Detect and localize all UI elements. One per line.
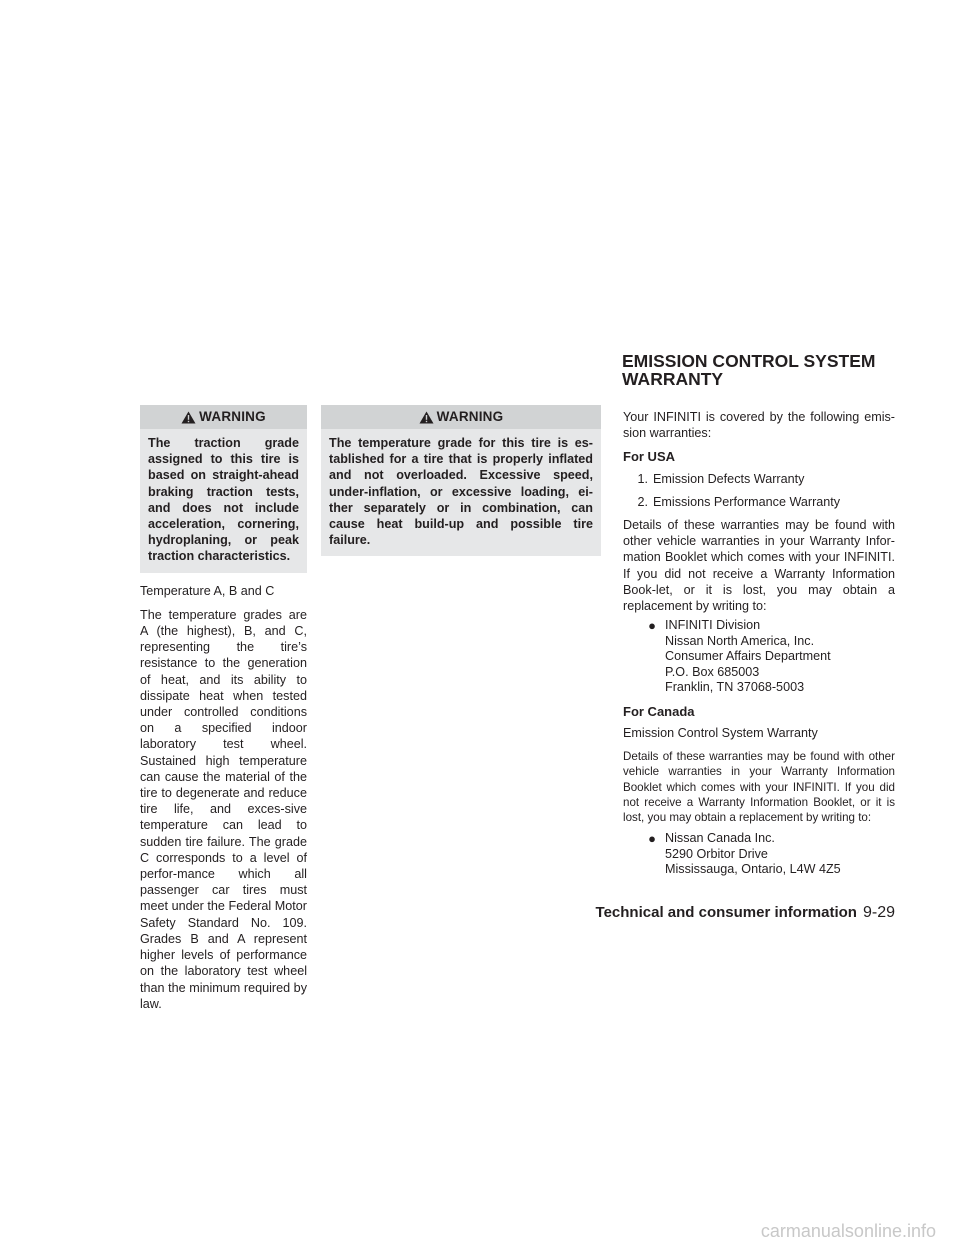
list-item: 1. Emission Defects Warranty (637, 471, 805, 486)
warning-title: WARNING (436, 408, 504, 424)
canada-address (623, 831, 895, 878)
canada-heading: For Canada (623, 703, 695, 719)
column-left (140, 405, 307, 1012)
warning-text: The traction grade assigned to this tire is based on straight-ahead braking traction tests, and does not include acceleration, cornering, hydroplaning, or peak traction characteristics. (148, 436, 299, 564)
address-line: Nissan North America, Inc. (665, 633, 815, 648)
warning-title: WARNING (199, 408, 266, 424)
warning-box-traction (140, 405, 307, 573)
usa-details: Details of these warranties may be found with other vehicle warranties in your Warranty Infor-mation Booklet which comes with your INFINITI. If you did not receive a Warranty Information Book-let, or it is lost, you may obtain a replacement by writing to: (623, 518, 895, 614)
column-middle (321, 405, 601, 556)
warning-triangle-icon (181, 411, 196, 424)
warning-box-temperature (321, 405, 601, 556)
watermark: carmanualsonline.info (760, 1221, 936, 1241)
temperature-heading: Temperature A, B and C (140, 583, 275, 598)
bullet-icon: ● (648, 618, 656, 634)
address-line: INFINITI Division (665, 618, 761, 633)
address-line: Consumer Affairs Department (665, 649, 831, 664)
chapter-title: Technical and consumer information (595, 904, 857, 921)
list-item: 2. Emissions Performance Warranty (637, 494, 841, 509)
usa-address (623, 618, 895, 696)
bullet-icon: ● (648, 831, 656, 847)
column-right (623, 409, 895, 886)
usa-warranty-list (623, 471, 895, 510)
warning-header (140, 405, 307, 429)
canada-warranty: Emission Control System Warranty (623, 725, 818, 740)
address-line: Nissan Canada Inc. (665, 831, 775, 846)
canada-details: Details of these warranties may be found with other vehicle warranties in your Warranty Information Booklet which comes with your INFINITI. If you did not receive a Warranty Information Booklet, or it is lost, you may obtain a replacement by writing to: (623, 750, 895, 824)
temperature-text: The temperature grades are A (the highest), B, and C, representing the tire’s resistance to the generation of heat, and its ability to dissipate heat when tested under controlled conditions on a specified indoor laboratory test wheel. Sustained high temperature can cause the material of the tire to degenerate and reduce tire life, and exces-sive temperature can lead to sudden tire failure. The grade C corresponds to a level of perfor-mance which all passenger car tires must meet under the Federal Motor Safety Standard No. 109. Grades B and A represent higher levels of performance on the laboratory test wheel than the minimum required by law. (140, 607, 307, 1011)
address-line: P.O. Box 685003 (665, 664, 760, 679)
usa-heading: For USA (623, 449, 675, 465)
warning-header (321, 405, 601, 429)
section-title: EMISSION CONTROL SYSTEM WARRANTY (622, 351, 876, 389)
section-intro: Your INFINITI is covered by the following emis-sion warranties: (623, 410, 895, 441)
warning-triangle-icon (419, 411, 434, 424)
address-line: Mississauga, Ontario, L4W 4Z5 (665, 862, 841, 877)
warning-text: The temperature grade for this tire is es-tablished for a tire that is properly inflated and not overloaded. Excessive speed, under-inflation, or excessive loading, ei-ther separately or in combination, can cause heat build-up and possible tire failure. (329, 436, 593, 548)
address-line: 5290 Orbitor Drive (665, 846, 768, 861)
address-line: Franklin, TN 37068-5003 (665, 680, 805, 695)
page-footer (596, 904, 895, 922)
page-number: 9-29 (862, 904, 895, 921)
